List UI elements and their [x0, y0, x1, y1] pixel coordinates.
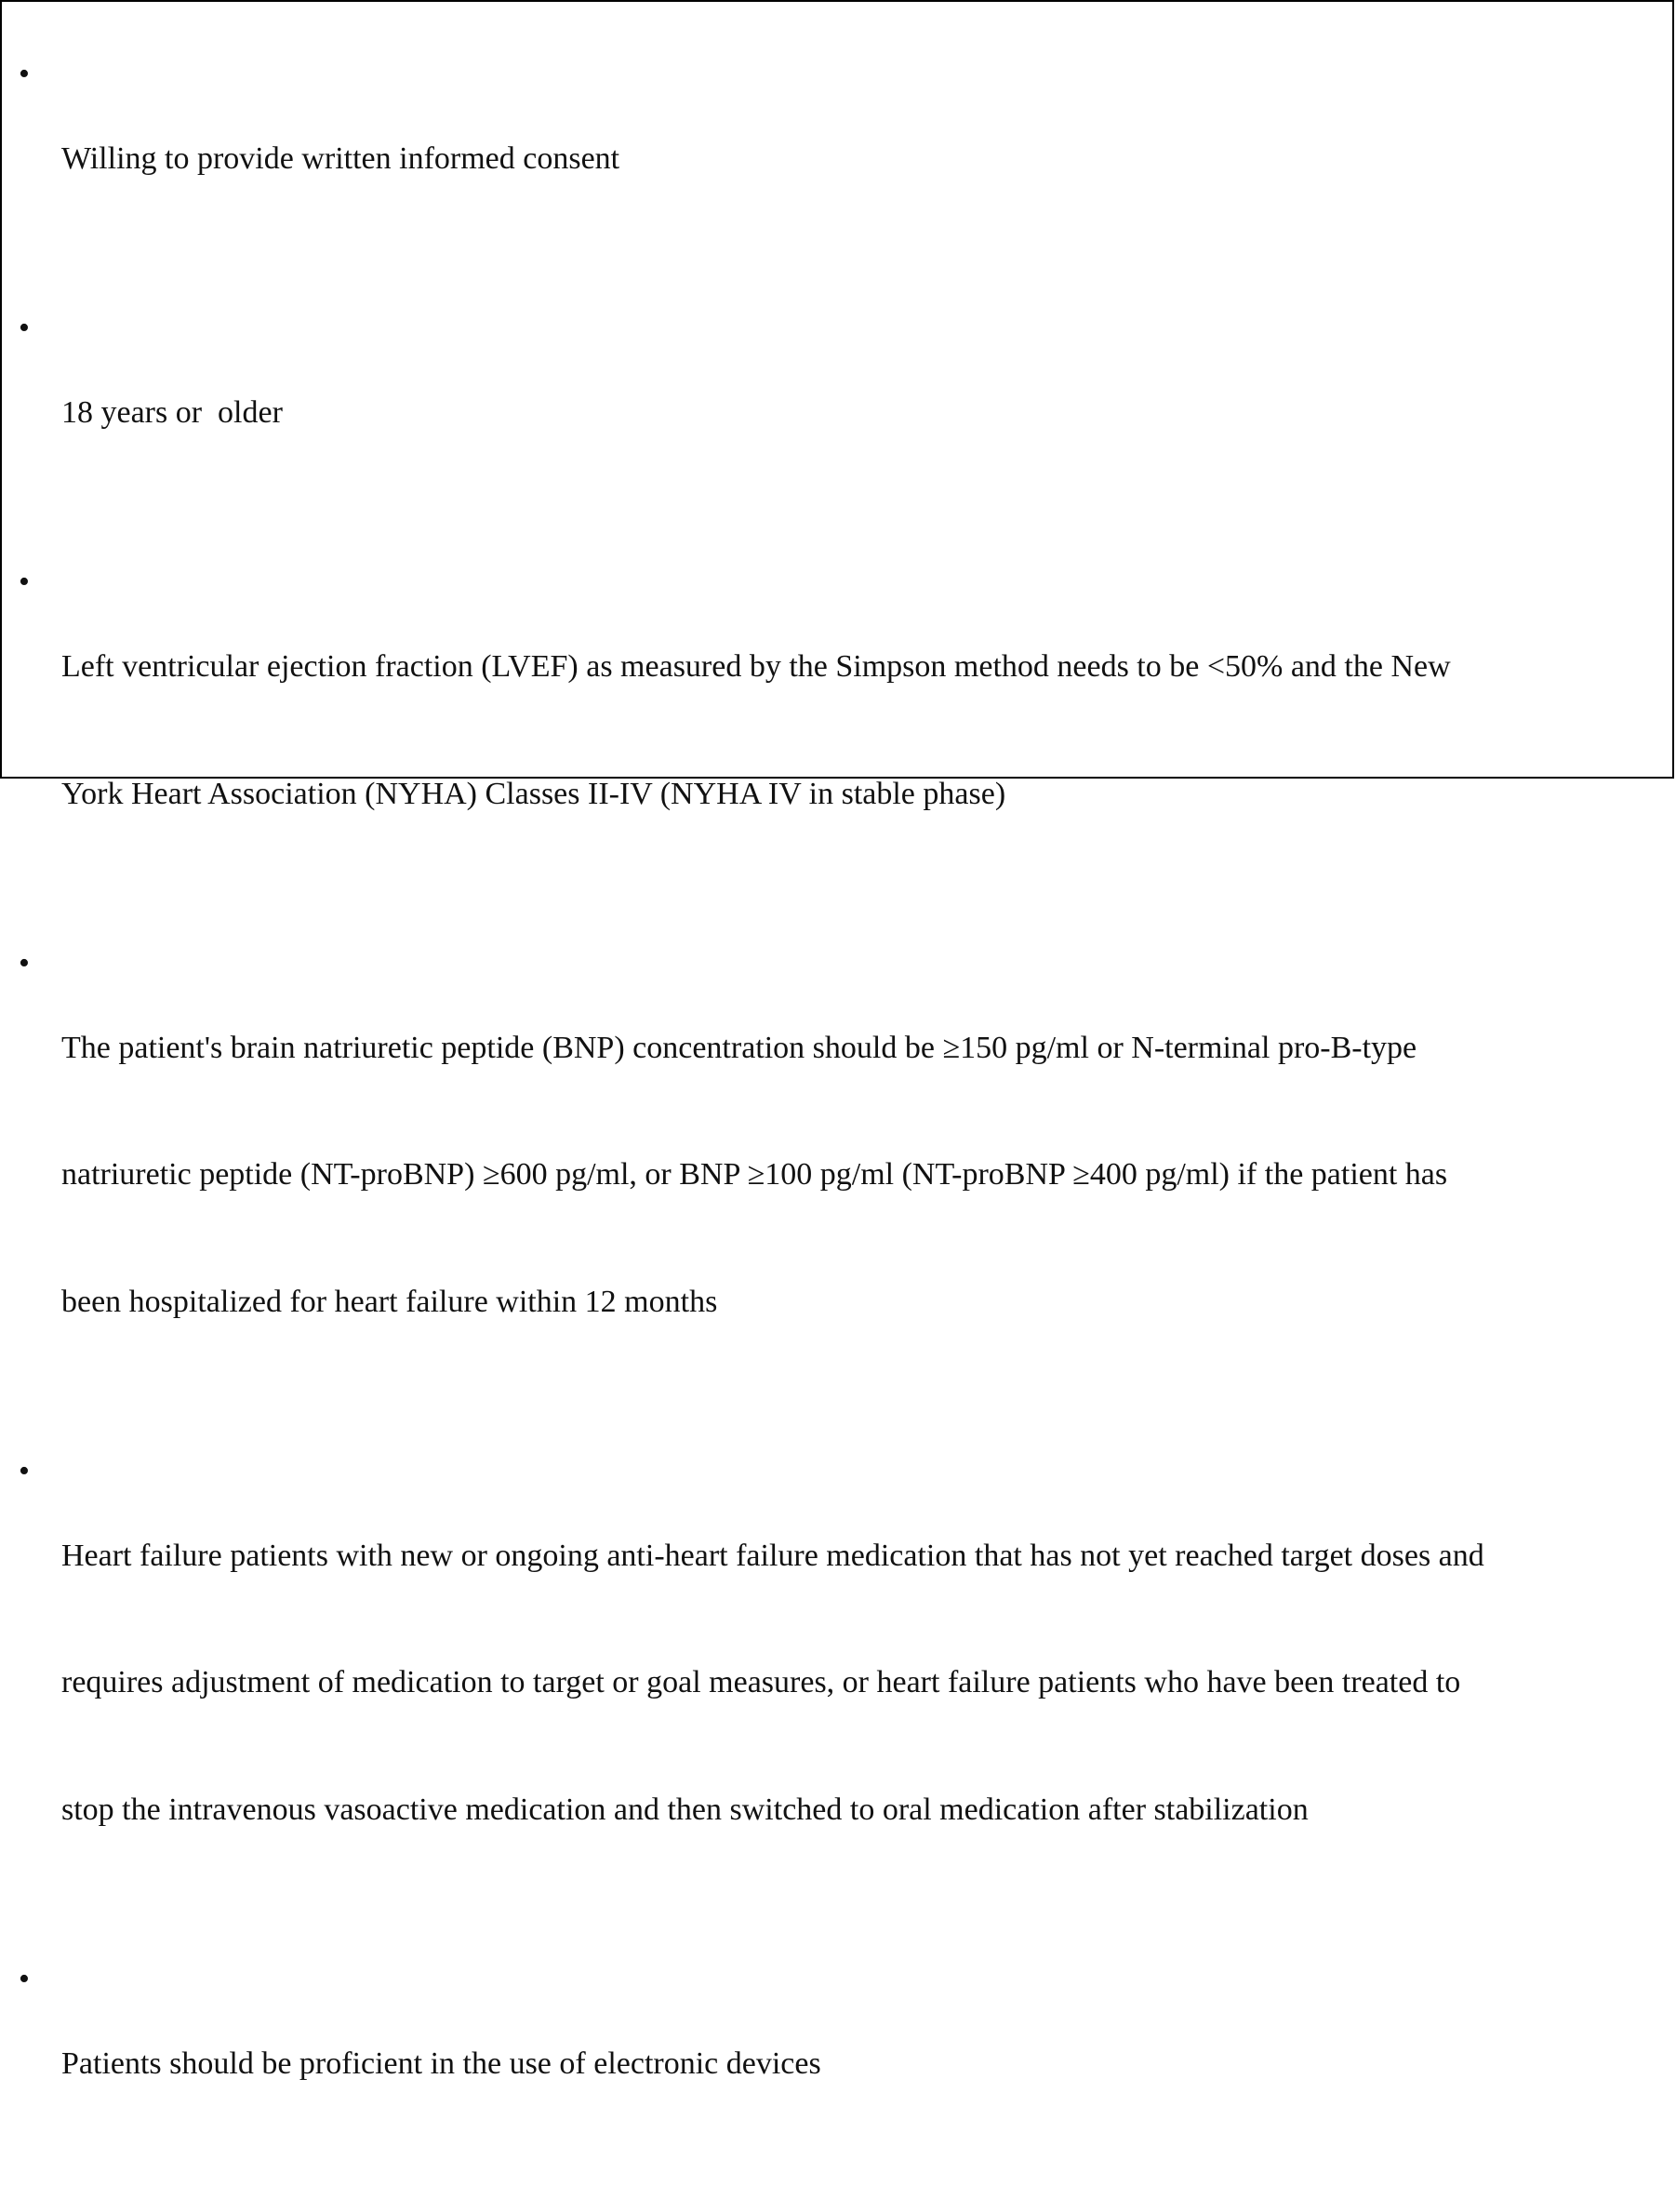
- criteria-text-line: 18 years or older: [61, 395, 283, 430]
- criteria-item-medication: [2, 1450, 1676, 1916]
- criteria-text: [61, 53, 1657, 265]
- criteria-text-line: natriuretic peptide (NT-proBNP) ≥600 pg/ml, or BNP ≥100 pg/ml (NT-proBNP ≥400 pg/ml) if the patient has: [61, 1157, 1448, 1192]
- bullet-icon: •: [19, 57, 30, 91]
- bullet-icon: •: [19, 1453, 30, 1488]
- criteria-item-devices: [2, 1958, 1676, 2170]
- criteria-item-age: [2, 307, 1676, 519]
- bullet-icon: •: [19, 1961, 30, 1996]
- criteria-text-line: York Heart Association (NYHA) Classes II-IV (NYHA IV in stable phase): [61, 776, 1006, 811]
- criteria-text: [61, 561, 1657, 899]
- criteria-item-consent: [2, 53, 1676, 265]
- criteria-text: [61, 1450, 1657, 1916]
- criteria-text: [61, 942, 1657, 1408]
- criteria-text-line: requires adjustment of medication to target or goal measures, or heart failure patients who have been treated to: [61, 1665, 1461, 1699]
- criteria-item-bnp: [2, 942, 1676, 1408]
- criteria-text-line: Heart failure patients with new or ongoing anti-heart failure medication that has not yet reached target doses and: [61, 1538, 1484, 1573]
- criteria-item-lvef: [2, 561, 1676, 899]
- criteria-text: [61, 307, 1657, 519]
- inclusion-criteria-list: [2, 53, 1676, 2212]
- bullet-icon: •: [19, 565, 30, 599]
- criteria-text-line: Willing to provide written informed consent: [61, 141, 620, 176]
- criteria-text-line: Left ventricular ejection fraction (LVEF) as measured by the Simpson method needs to be <50% and the New: [61, 649, 1451, 684]
- bullet-icon: •: [19, 945, 30, 980]
- criteria-text-line: The patient's brain natriuretic peptide (BNP) concentration should be ≥150 pg/ml or N-terminal pro-B-type: [61, 1030, 1417, 1065]
- criteria-text-line: stop the intravenous vasoactive medication and then switched to oral medication after stabilization: [61, 1792, 1309, 1827]
- criteria-text-line: Patients should be proficient in the use of electronic devices: [61, 2045, 821, 2081]
- criteria-text: [61, 1958, 1657, 2170]
- bullet-icon: •: [19, 311, 30, 345]
- criteria-text-line: been hospitalized for heart failure within 12 months: [61, 1284, 718, 1319]
